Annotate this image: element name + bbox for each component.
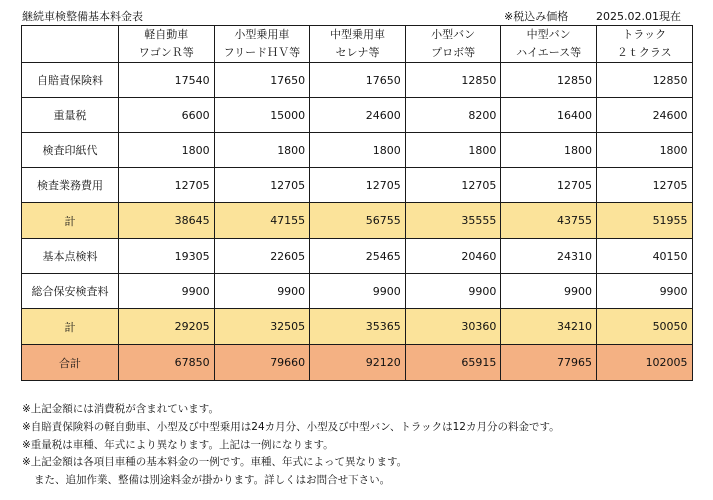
fee-value-cell: 12705 [310, 168, 406, 203]
vehicle-example-label: プロボ等 [431, 46, 476, 59]
subtotal-row [22, 309, 693, 345]
fee-value-cell: 1800 [214, 133, 310, 168]
footnote-line: また、追加作業、整備は別途料金が掛かります。詳しくはお問合せ下さい。 [34, 474, 391, 487]
grand-total-row [22, 345, 693, 381]
fee-value-cell: 15000 [214, 98, 310, 133]
fee-value-cell: 12705 [596, 168, 692, 203]
footnote-line: ※上記金額には消費税が含まれています。 [22, 403, 219, 415]
fee-value-cell: 38645 [119, 203, 215, 239]
fee-value-cell: 56755 [310, 203, 406, 239]
fee-value-cell: 12850 [501, 63, 597, 98]
footnote-line: ※重量税は車種、年式により異なります。上記は一例になります。 [22, 438, 334, 451]
fee-value-cell: 1800 [119, 133, 215, 168]
effective-date: 2025.02.01現在 [596, 10, 681, 23]
fee-value-cell: 47155 [214, 203, 310, 239]
fee-value-cell: 77965 [501, 345, 597, 381]
vehicle-example-label: セレナ等 [335, 46, 380, 59]
fee-value-cell: 1800 [310, 133, 406, 168]
fee-value-cell: 30360 [405, 309, 501, 345]
fee-value-cell: 22605 [214, 239, 310, 274]
vehicle-class-label: トラック [622, 28, 667, 41]
fee-value-cell: 34210 [501, 309, 597, 345]
fee-value-cell: 8200 [405, 98, 501, 133]
fee-value-cell: 17540 [119, 63, 215, 98]
vehicle-example-label: ワゴンＲ等 [138, 46, 194, 59]
fee-value-cell: 25465 [310, 239, 406, 274]
table-body [22, 63, 693, 381]
fee-value-cell: 12705 [405, 168, 501, 203]
fee-value-cell: 29205 [119, 309, 215, 345]
footnote-line: ※自賠責保険料の軽自動車、小型及び中型乗用は24カ月分、小型及び中型バン、トラックは12カ月分の料金です。 [22, 420, 560, 433]
fee-value-cell: 9900 [501, 274, 597, 309]
row-label: 検査印紙代 [22, 133, 119, 168]
column-header [501, 26, 597, 63]
fee-row [22, 63, 693, 98]
fee-value-cell: 12850 [596, 63, 692, 98]
fee-value-cell: 35365 [310, 309, 406, 345]
fee-row [22, 133, 693, 168]
fee-row [22, 98, 693, 133]
fee-value-cell: 24600 [596, 98, 692, 133]
fee-value-cell: 1800 [405, 133, 501, 168]
row-label: 自賠責保険料 [22, 63, 119, 98]
fee-value-cell: 9900 [214, 274, 310, 309]
fee-value-cell: 9900 [596, 274, 692, 309]
table-header-row [22, 26, 693, 63]
vehicle-example-label: ２ｔクラス [616, 46, 672, 59]
column-header [119, 26, 215, 63]
column-header [405, 26, 501, 63]
fee-value-cell: 9900 [405, 274, 501, 309]
fee-value-cell: 67850 [119, 345, 215, 381]
row-label: 検査業務費用 [22, 168, 119, 203]
row-label: 計 [22, 203, 119, 239]
document-title: 継続車検整備基本料金表 [22, 10, 143, 23]
vehicle-class-label: 中型乗用車 [329, 28, 385, 41]
fee-value-cell: 43755 [501, 203, 597, 239]
inspection-fee-table [21, 25, 693, 381]
fee-value-cell: 12705 [501, 168, 597, 203]
vehicle-class-label: 中型バン [526, 28, 571, 41]
fee-value-cell: 51955 [596, 203, 692, 239]
column-header [310, 26, 406, 63]
fee-value-cell: 6600 [119, 98, 215, 133]
vehicle-class-label: 小型乗用車 [234, 28, 290, 41]
fee-value-cell: 12705 [119, 168, 215, 203]
fee-value-cell: 92120 [310, 345, 406, 381]
row-label: 計 [22, 309, 119, 345]
column-header [214, 26, 310, 63]
row-label: 総合保安検査料 [22, 274, 119, 309]
document-header [22, 8, 703, 24]
fee-value-cell: 32505 [214, 309, 310, 345]
fee-row [22, 239, 693, 274]
fee-value-cell: 65915 [405, 345, 501, 381]
fee-value-cell: 102005 [596, 345, 692, 381]
fee-value-cell: 20460 [405, 239, 501, 274]
fee-value-cell: 1800 [501, 133, 597, 168]
fee-value-cell: 12850 [405, 63, 501, 98]
row-label: 重量税 [22, 98, 119, 133]
footnotes [22, 401, 560, 490]
vehicle-class-label: 小型バン [431, 28, 476, 41]
fee-value-cell: 12705 [214, 168, 310, 203]
fee-value-cell: 24310 [501, 239, 597, 274]
fee-value-cell: 1800 [596, 133, 692, 168]
header-corner-cell [22, 26, 119, 63]
fee-value-cell: 17650 [214, 63, 310, 98]
fee-value-cell: 50050 [596, 309, 692, 345]
fee-value-cell: 9900 [119, 274, 215, 309]
tax-included-note: ※税込み価格 [504, 10, 569, 23]
fee-value-cell: 40150 [596, 239, 692, 274]
footnote-line: ※上記金額は各項目車種の基本料金の一例です。車種、年式によって異なります。 [22, 456, 408, 469]
fee-value-cell: 9900 [310, 274, 406, 309]
fee-value-cell: 79660 [214, 345, 310, 381]
fee-value-cell: 35555 [405, 203, 501, 239]
row-label: 合計 [22, 345, 119, 381]
vehicle-example-label: フリードＨＶ等 [223, 46, 301, 59]
fee-row [22, 168, 693, 203]
vehicle-example-label: ハイエース等 [516, 46, 582, 59]
fee-value-cell: 16400 [501, 98, 597, 133]
row-label: 基本点検料 [22, 239, 119, 274]
vehicle-class-label: 軽自動車 [144, 28, 189, 41]
column-header [596, 26, 692, 63]
fee-row [22, 274, 693, 309]
fee-value-cell: 17650 [310, 63, 406, 98]
fee-value-cell: 19305 [119, 239, 215, 274]
fee-value-cell: 24600 [310, 98, 406, 133]
subtotal-row [22, 203, 693, 239]
